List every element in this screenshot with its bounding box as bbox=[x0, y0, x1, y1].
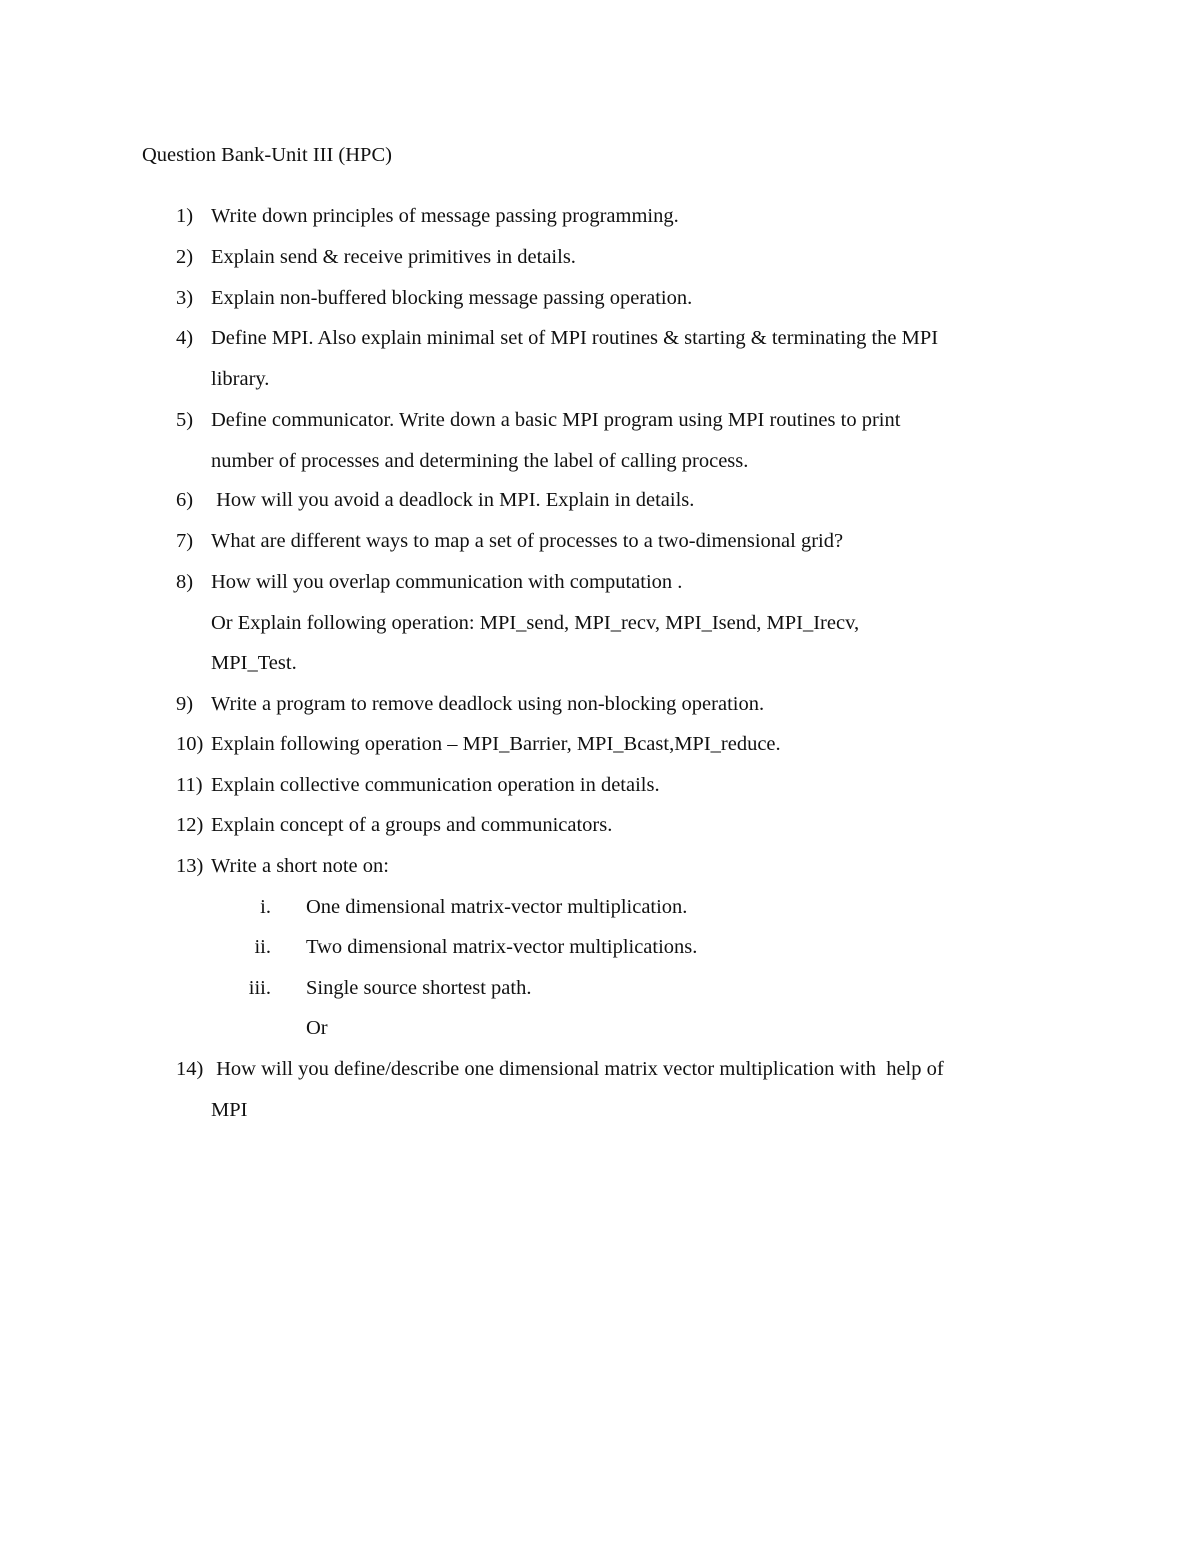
question-number: 7) bbox=[176, 530, 194, 552]
question-text: MPI bbox=[211, 1099, 248, 1121]
question-text: Explain collective communication operation in details. bbox=[211, 774, 660, 796]
question-number: 1) bbox=[176, 205, 194, 227]
question-text: Explain following operation – MPI_Barrier, MPI_Bcast,MPI_reduce. bbox=[211, 733, 781, 755]
question-number: 8) bbox=[176, 571, 194, 593]
question-text: How will you avoid a deadlock in MPI. Explain in details. bbox=[211, 489, 695, 511]
question-number: 13) bbox=[176, 855, 204, 877]
question-number: 9) bbox=[176, 693, 194, 715]
or-label: Or bbox=[306, 1017, 328, 1039]
question-text: Write a short note on: bbox=[211, 855, 389, 877]
question-text: Explain concept of a groups and communicators. bbox=[211, 814, 613, 836]
question-text: Write a program to remove deadlock using non-blocking operation. bbox=[211, 693, 765, 715]
question-number: 11) bbox=[176, 774, 203, 796]
subitem-number: ii. bbox=[254, 936, 271, 958]
subitem-text: One dimensional matrix-vector multiplication. bbox=[306, 896, 688, 918]
question-number: 2) bbox=[176, 246, 194, 268]
question-text: Explain non-buffered blocking message passing operation. bbox=[211, 287, 693, 309]
question-text: MPI_Test. bbox=[211, 652, 297, 674]
document-title: Question Bank-Unit III (HPC) bbox=[142, 144, 392, 166]
question-text: library. bbox=[211, 368, 270, 390]
question-number: 10) bbox=[176, 733, 204, 755]
question-number: 5) bbox=[176, 409, 194, 431]
question-number: 4) bbox=[176, 327, 194, 349]
question-text: number of processes and determining the label of calling process. bbox=[211, 450, 749, 472]
question-text: How will you define/describe one dimensional matrix vector multiplication with help of bbox=[211, 1058, 944, 1080]
question-text: Write down principles of message passing programming. bbox=[211, 205, 679, 227]
question-number: 6) bbox=[176, 489, 194, 511]
subitem-number: i. bbox=[260, 896, 271, 918]
question-text: Define MPI. Also explain minimal set of MPI routines & starting & terminating the MPI bbox=[211, 327, 939, 349]
question-text: Or Explain following operation: MPI_send, MPI_recv, MPI_Isend, MPI_Irecv, bbox=[211, 612, 860, 634]
subitem-number: iii. bbox=[248, 977, 271, 999]
question-number: 14) bbox=[176, 1058, 204, 1080]
question-text: Explain send & receive primitives in details. bbox=[211, 246, 576, 268]
question-text: Define communicator. Write down a basic MPI program using MPI routines to print bbox=[211, 409, 901, 431]
question-text: How will you overlap communication with computation . bbox=[211, 571, 683, 593]
subitem-text: Two dimensional matrix-vector multiplications. bbox=[306, 936, 698, 958]
subitem-text: Single source shortest path. bbox=[306, 977, 532, 999]
question-number: 3) bbox=[176, 287, 194, 309]
question-text: What are different ways to map a set of processes to a two-dimensional grid? bbox=[211, 530, 844, 552]
question-number: 12) bbox=[176, 814, 204, 836]
